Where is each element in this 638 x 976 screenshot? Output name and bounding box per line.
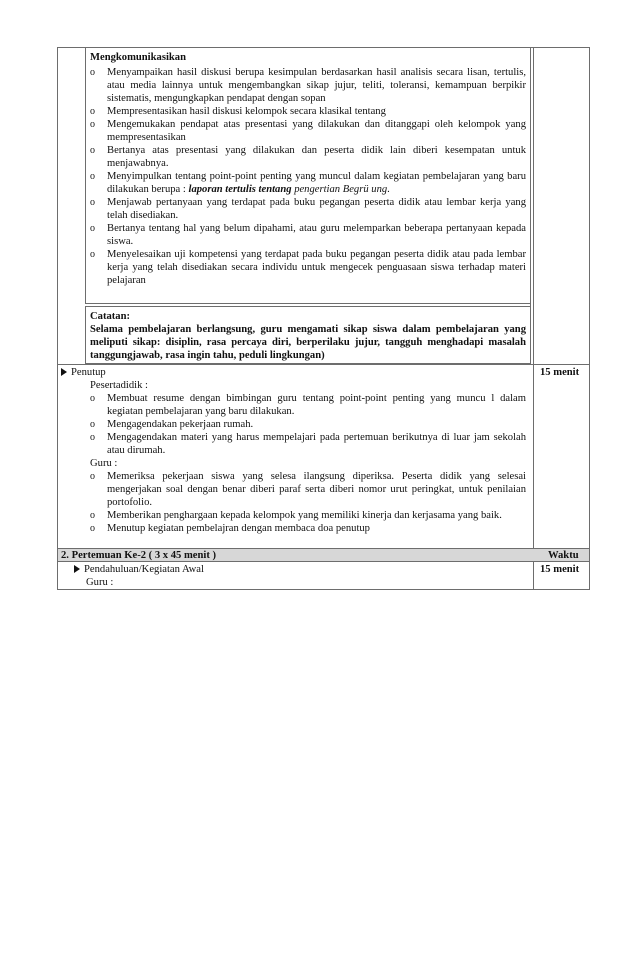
list-item: o Menyelesaikan uji kompetensi yang terdapat pada buku pegangan peserta didik atau pada lembar kerja yang telah disediakan secara individu untuk mengecek penguasaan siswa terhadap materi pelajaran: [90, 249, 526, 286]
guru-list: [90, 470, 526, 535]
list-item: o Menjawab pertanyaan yang terdapat pada buku pegangan peserta didik atau lembar kerja yang telah disediakan.: [90, 197, 526, 221]
catatan-text: Selama pembelajaran berlangsung, guru mengamati sikap siswa dalam pembelajaran yang meliputi sikap: disiplin, rasa percaya diri, berperilaku jujur, tangguh menghadapi masalah tanggungjawab, rasa ingin tahu, peduli lingkungan): [90, 324, 526, 361]
peserta-list: [90, 392, 526, 457]
bullet-icon: o: [90, 471, 95, 482]
list-item: o Menutup kegiatan pembelajran dengan membaca doa penutup: [90, 523, 370, 534]
begriffung-term: pengertian Begrü ung: [294, 184, 388, 195]
list-item: o Bertanya atas presentasi yang dilakukan dan peserta didik lain diberi kesempatan untuk menjawabnya.: [90, 145, 526, 169]
peserta-label: Pesertadidik :: [90, 380, 148, 391]
arrow-bullet-icon: [74, 565, 80, 573]
list-item: o Mengagendakan materi yang harus mempelajari pada pertemuan berikutnya di luar jam sekolah atau dirumah.: [90, 432, 526, 456]
list-item: o Memberikan penghargaan kepada kelompok yang memiliki kinerja dan kerjasama yang baik.: [90, 510, 502, 521]
time-column-divider: [533, 47, 534, 590]
penutup-time: 15 menit: [540, 367, 580, 378]
bullet-icon: o: [90, 249, 95, 260]
bullet-icon: o: [90, 197, 95, 208]
pendahuluan-time: 15 menit: [540, 564, 580, 575]
list-item: o Mempresentasikan hasil diskusi kelompok secara klasikal tentang: [90, 106, 386, 117]
bullet-icon: o: [90, 510, 95, 521]
list-item: o Mengemukakan pendapat atas presentasi yang dilakukan dan ditanggapi oleh kelompok yang mempresentasikan: [90, 119, 526, 143]
bullet-icon: o: [90, 67, 95, 78]
pendahuluan-title: Pendahuluan/Kegiatan Awal: [74, 563, 204, 576]
pendahuluan-guru-label: Guru :: [86, 577, 114, 588]
komunikasi-list: [90, 66, 526, 287]
list-item: o Membuat resume dengan bimbingan guru tentang point-point penting yang muncu l dalam kegiatan pembelajaran yang baru dilakukan.: [90, 393, 526, 417]
bullet-icon: o: [90, 523, 95, 534]
bullet-icon: o: [90, 145, 95, 156]
pertemuan2-title: 2. Pertemuan Ke-2 ( 3 x 45 menit ): [61, 550, 217, 561]
guru-label: Guru :: [90, 458, 118, 469]
bullet-icon: o: [90, 119, 95, 130]
bullet-icon: o: [90, 432, 95, 443]
bullet-icon: o: [90, 223, 95, 234]
waktu-header: Waktu: [548, 550, 579, 561]
bullet-icon: o: [90, 393, 95, 404]
catatan-heading: Catatan:: [90, 311, 131, 322]
list-item: o Memeriksa pekerjaan siswa yang selesa ilangsung diperiksa. Peserta didik yang selesai mengerjakan soal dengan benar diberi paraf serta diberi nomor urut peringkat, untuk penilaian portofolio.: [90, 471, 526, 508]
list-item: o Bertanya tentang hal yang belum dipahami, atau guru melemparkan beberapa pertanyaan kepada siswa.: [90, 223, 526, 247]
bullet-icon: o: [90, 419, 95, 430]
laporan-emphasis: laporan tertulis tentang: [188, 184, 292, 195]
komunikasi-heading: Mengkomunikasikan: [90, 52, 186, 63]
penutup-title: Penutup: [61, 366, 106, 379]
list-item: o Mengagendakan pekerjaan rumah.: [90, 419, 254, 430]
row-divider-penutup: [57, 364, 590, 365]
arrow-bullet-icon: [61, 368, 67, 376]
list-item: o Menyimpulkan tentang point-point penting yang muncul dalam kegiatan pembelajaran yang baru dilakukan berupa : laporan tertulis tentang pengertian Begrü ung.: [90, 171, 526, 195]
bullet-icon: o: [90, 106, 95, 117]
bullet-icon: o: [90, 171, 95, 182]
list-item: o Menyampaikan hasil diskusi berupa kesimpulan berdasarkan hasil analisis secara lisan, tertulis, atau media lainnya untuk mengembangkan sikap jujur, teliti, toleransi, kemampuan berpikir sistematis, mengungkapkan pendapat dengan sopan: [90, 67, 526, 104]
